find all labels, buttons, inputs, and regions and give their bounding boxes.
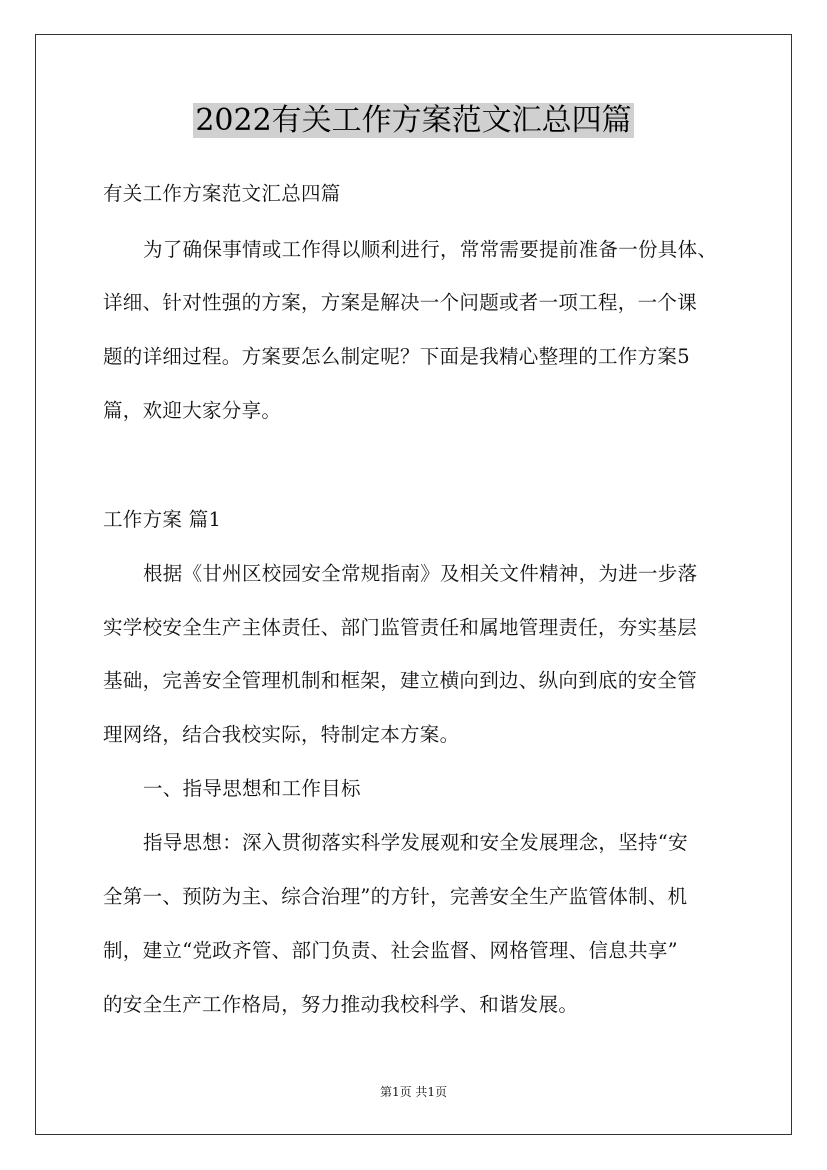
document-subtitle: 有关工作方案范文汇总四篇 (103, 182, 341, 205)
document-title: 2022有关工作方案范文汇总四篇 (195, 103, 632, 138)
subheading: 一、指导思想和工作目标 (143, 777, 361, 800)
intro-line: 题的详细过程。方案要怎么制定呢？下面是我精心整理的工作方案5 (103, 345, 690, 368)
paragraph-line: 的安全生产工作格局，努力推动我校科学、和谐发展。 (103, 993, 579, 1016)
paragraph-line: 实学校安全生产主体责任、部门监管责任和属地管理责任，夯实基层 (103, 616, 698, 639)
document-title-container (0, 100, 827, 142)
intro-line: 详细、针对性强的方案，方案是解决一个问题或者一项工程，一个课 (103, 291, 698, 314)
intro-line: 为了确保事情或工作得以顺利进行，常常需要提前准备一份具体、 (143, 238, 718, 261)
section-heading: 工作方案 篇1 (103, 508, 222, 531)
paragraph-line: 根据《甘州区校园安全常规指南》及相关文件精神，为进一步落 (143, 562, 698, 585)
paragraph-line: 全第一、预防为主、综合治理”的方针，完善安全生产监管体制、机 (103, 885, 688, 908)
intro-line: 篇，欢迎大家分享。 (103, 399, 282, 422)
page-number-footer: 第1页 共1页 (379, 1085, 448, 1099)
paragraph-line: 指导思想：深入贯彻落实科学发展观和安全发展理念，坚持“安 (143, 831, 688, 854)
paragraph-line: 制，建立“党政齐管、部门负责、社会监督、网格管理、信息共享” (103, 939, 678, 962)
paragraph-line: 理网络，结合我校实际，特制定本方案。 (103, 723, 460, 746)
paragraph-line: 基础，完善安全管理机制和框架，建立横向到边、纵向到底的安全管 (103, 669, 698, 692)
